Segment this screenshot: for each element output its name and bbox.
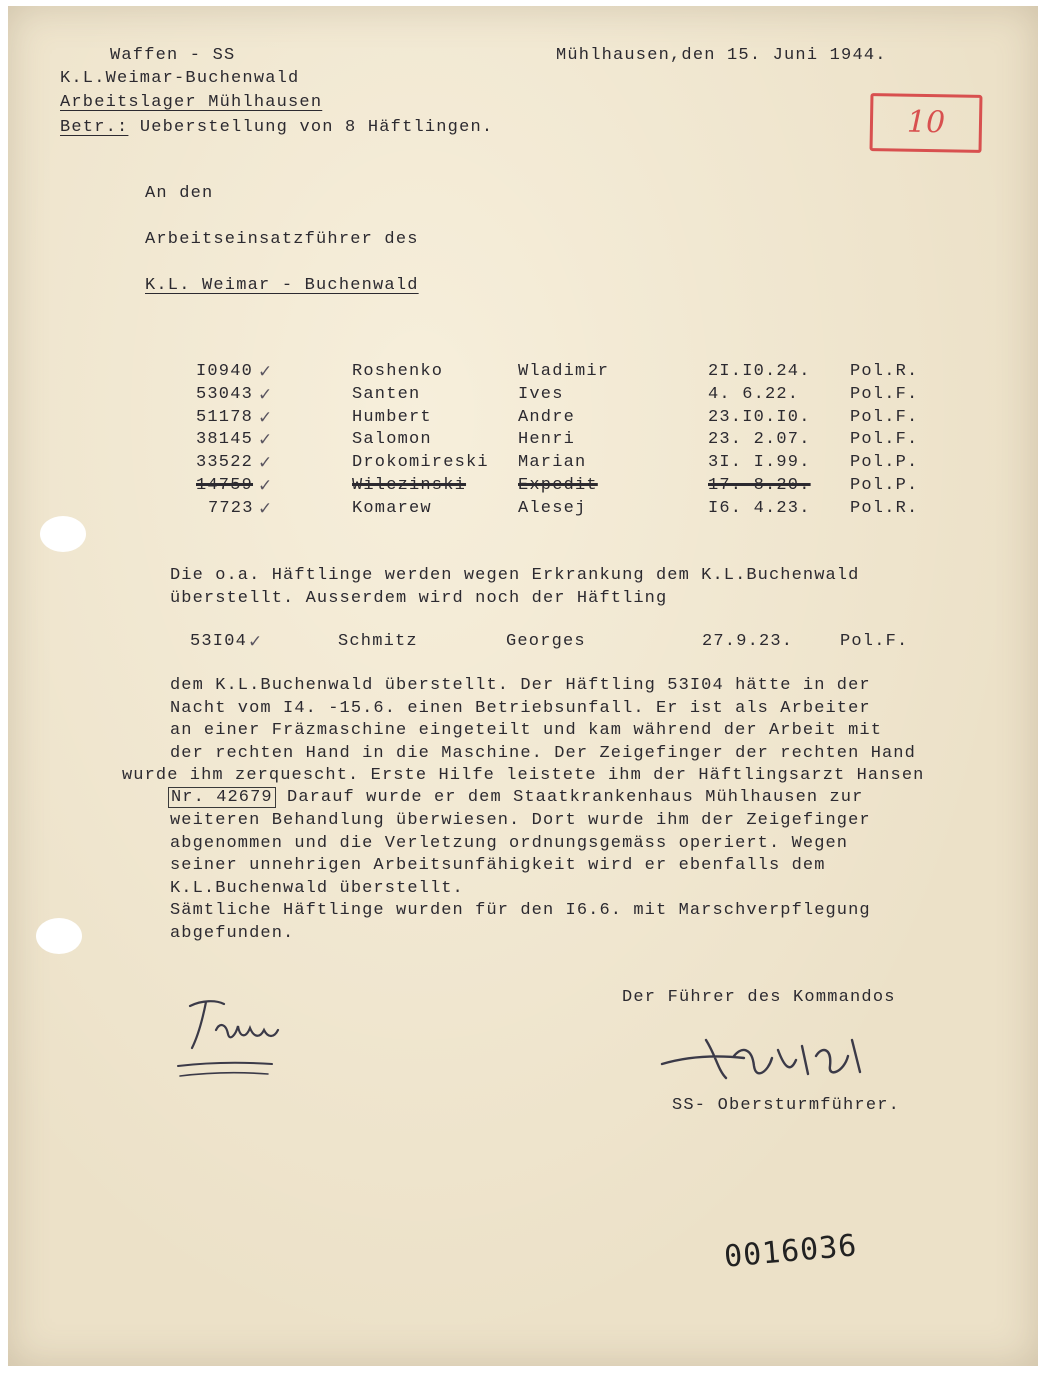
punch-hole-bottom: [36, 918, 82, 954]
prisoner-surname: Humbert: [352, 407, 432, 427]
body-paragraph-2a: dem K.L.Buchenwald überstellt. Der Häftling 53I04 hätte in der Nacht vom I4. -15.6. einen Betriebsunfall. Er ist als Arbeiter an einer Fräzmaschine eingeteilt und kam während der Arbeit mit der rechten Hand in die Maschine. Der Zeigefinger der rechten Hand: [170, 676, 916, 763]
subject-line: [60, 118, 493, 137]
prisoner-forename: Alesej: [518, 498, 587, 518]
prisoner-number: 53I04: [190, 632, 248, 651]
prisoner-forename: Andre: [518, 407, 576, 427]
prisoner-number: 53043: [196, 384, 254, 404]
prisoner-category: Pol.R.: [850, 498, 919, 518]
document-page: [8, 6, 1038, 1366]
prisoner-forename: Ives: [518, 384, 564, 404]
prisoner-birth: 4. 6.22.: [708, 384, 800, 404]
prisoner-number: 7723: [208, 498, 254, 518]
prisoner-forename: Expedit: [518, 476, 598, 495]
prisoner-surname: Wilezinski: [352, 476, 467, 495]
prisoner-number: 33522: [196, 453, 254, 473]
prisoner-number: 14759: [196, 476, 254, 495]
prisoner-birth: 2I.I0.24.: [708, 362, 811, 381]
recipient-line-1: An den: [145, 184, 214, 203]
prisoner-forename: Georges: [506, 632, 586, 651]
subject-text: Ueberstellung von 8 Häftlingen.: [139, 118, 494, 137]
prisoner-forename: Marian: [518, 453, 587, 473]
signature-handwriting: [656, 1026, 876, 1086]
prisoner-surname: Santen: [352, 384, 421, 404]
body-paragraph-2b: wurde ihm zerquescht. Erste Hilfe leistete ihm der Häftlingsarzt Hansen: [122, 766, 925, 785]
prisoner-category: Pol.F.: [850, 430, 919, 450]
prisoner-category: Pol.R.: [850, 362, 919, 381]
header-line-3: Arbeitslager Mühlhausen: [60, 93, 323, 112]
signature-rank: SS- Obersturmführer.: [672, 1096, 901, 1115]
body-paragraph-2c-line: [168, 788, 863, 807]
prisoner-birth: 3I. I.99.: [708, 453, 811, 473]
prisoner-birth: 27.9.23.: [702, 632, 794, 651]
archive-number: 0016036: [722, 1228, 859, 1275]
header-line-1: Waffen - SS: [110, 46, 236, 65]
prisoner-birth: 23. 2.07.: [708, 430, 811, 450]
recipient-line-3: K.L. Weimar - Buchenwald: [145, 276, 419, 295]
subject-label: Betr.:: [60, 118, 129, 137]
prisoner-number: 51178: [196, 407, 254, 427]
prisoner-row: [8, 408, 1038, 430]
handwritten-initials: [172, 992, 312, 1082]
inmate-doctor-number: Nr. 42679: [168, 787, 276, 808]
check-mark-icon: ✓: [258, 384, 274, 405]
prisoner-row: [8, 362, 1038, 384]
prisoner-forename: Wladimir: [518, 362, 610, 381]
recipient-line-2: Arbeitseinsatzführer des: [145, 230, 419, 249]
body-paragraph-2c: Darauf wurde er dem Staatkrankenhaus Mühlhausen zur: [287, 788, 864, 807]
body-paragraph-3: Sämtliche Häftlinge wurden für den I6.6. mit Marschverpflegung abgefunden.: [170, 901, 871, 943]
prisoner-birth: 17. 8.20.: [708, 476, 811, 495]
check-mark-icon: ✓: [258, 476, 274, 496]
date-line: Mühlhausen,den 15. Juni 1944.: [556, 46, 887, 65]
prisoner-row: [8, 385, 1038, 407]
stamp-mark: 10: [906, 104, 946, 141]
prisoner-row: [8, 499, 1038, 521]
stamp-box: [870, 93, 983, 153]
prisoner-birth: I6. 4.23.: [708, 498, 811, 518]
prisoner-forename: Henri: [518, 430, 576, 450]
check-mark-icon: ✓: [258, 430, 274, 451]
prisoner-surname: Roshenko: [352, 362, 444, 381]
header-line-2: K.L.Weimar-Buchenwald: [60, 69, 300, 88]
prisoner-category: Pol.F.: [850, 407, 919, 427]
check-mark-icon: ✓: [258, 453, 274, 474]
prisoner-surname: Drokomireski: [352, 453, 489, 473]
prisoner-row: [8, 453, 1038, 475]
body-paragraph-2d: weiteren Behandlung überwiesen. Dort wurde ihm der Zeigefinger abgenommen und die Verletzung ordnungsgemäss operiert. Wegen seiner unnehrigen Arbeitsunfähigkeit wird er ebenfalls dem K.L.Buchenwald überstellt.: [170, 811, 871, 898]
prisoner-surname: Schmitz: [338, 632, 418, 651]
prisoner-number: I0940: [196, 362, 254, 381]
prisoner-row: [8, 476, 1038, 498]
check-mark-icon: ✓: [258, 362, 274, 382]
check-mark-icon: ✓: [248, 632, 264, 652]
extra-prisoner-row: [8, 632, 1038, 654]
prisoner-category: Pol.P.: [850, 476, 919, 495]
prisoner-surname: Komarew: [352, 498, 432, 518]
body-paragraph-1: Die o.a. Häftlinge werden wegen Erkrankung dem K.L.Buchenwald überstellt. Ausserdem wird noch der Häftling: [170, 566, 860, 608]
prisoner-category: Pol.F.: [840, 632, 909, 651]
prisoner-number: 38145: [196, 430, 254, 450]
prisoner-surname: Salomon: [352, 430, 432, 450]
prisoner-category: Pol.P.: [850, 453, 919, 473]
signature-title: Der Führer des Kommandos: [622, 988, 896, 1007]
punch-hole-top: [40, 516, 86, 552]
check-mark-icon: ✓: [258, 407, 274, 428]
prisoner-birth: 23.I0.I0.: [708, 407, 811, 427]
prisoner-row: [8, 430, 1038, 452]
prisoner-category: Pol.F.: [850, 384, 919, 404]
check-mark-icon: ✓: [258, 498, 274, 519]
